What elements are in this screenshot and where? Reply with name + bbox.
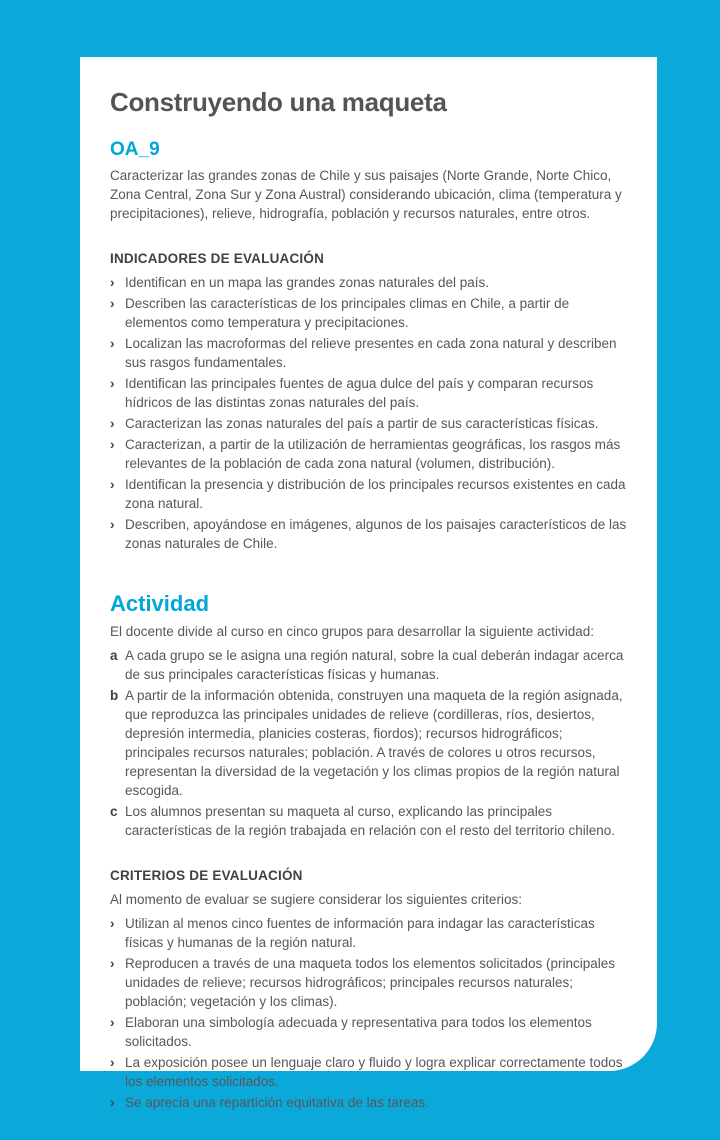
chevron-bullet-icon: › [110, 296, 115, 311]
list-item-text: Identifican las principales fuentes de agua dulce del país y comparan recursos hídricos de las distintas zonas naturales del país. [125, 376, 594, 410]
list-item-text: La exposición posee un lenguaje claro y fluido y logra explicar correctamente todos los elementos solicitados. [125, 1055, 623, 1089]
list-item [110, 334, 629, 372]
oa-description: Caracterizar las grandes zonas de Chile y sus paisajes (Norte Grande, Norte Chico, Zona Central, Zona Sur y Zona Austral) considerando ubicación, clima (temperatura y precipitaciones), relieve, hidrografía, población y recursos naturales, entre otros. [110, 168, 622, 221]
list-item-text: Caracterizan, a partir de la utilización de herramientas geográficas, los rasgos más relevantes de la población de cada zona natural (volumen, distribución). [125, 437, 621, 471]
list-item [110, 686, 629, 800]
list-item-text: A cada grupo se le asigna una región natural, sobre la cual deberán indagar acerca de sus principales características físicas y humanas. [125, 648, 624, 682]
actividad-list [110, 646, 629, 840]
chevron-bullet-icon: › [110, 916, 115, 931]
list-item [110, 646, 629, 684]
letter-marker: a [110, 648, 118, 663]
chevron-bullet-icon: › [110, 1015, 115, 1030]
list-item [110, 273, 629, 292]
criterios-list [110, 914, 629, 1112]
chevron-bullet-icon: › [110, 477, 115, 492]
letter-marker: c [110, 804, 118, 819]
chevron-bullet-icon: › [110, 1095, 115, 1110]
actividad-heading: Actividad [110, 591, 210, 616]
list-item-text: Caracterizan las zonas naturales del país a partir de sus características físicas. [125, 416, 599, 431]
actividad-intro: El docente divide al curso en cinco grupos para desarrollar la siguiente actividad: [110, 624, 595, 639]
list-item [110, 802, 629, 840]
list-item-text: A partir de la información obtenida, construyen una maqueta de la región asignada, que reproduzca las principales unidades de relieve (cordilleras, ríos, desiertos, depresión intermedia, planicies costeras, fiordos); recursos hidrográficos; principales recursos naturales; población. A través de colores u otros recursos, representan la diversidad de la vegetación y los climas propios de la región natural escogida. [125, 688, 623, 798]
chevron-bullet-icon: › [110, 517, 115, 532]
list-item [110, 1093, 629, 1112]
list-item [110, 374, 629, 412]
chevron-bullet-icon: › [110, 956, 115, 971]
list-item [110, 914, 629, 952]
chevron-bullet-icon: › [110, 275, 115, 290]
list-item-text: Identifican en un mapa las grandes zonas naturales del país. [125, 275, 489, 290]
list-item-text: Se aprecia una repartición equitativa de las tareas. [125, 1095, 429, 1110]
indicadores-list [110, 273, 629, 553]
chevron-bullet-icon: › [110, 1055, 115, 1070]
list-item-text: Localizan las macroformas del relieve presentes en cada zona natural y describen sus rasgos fundamentales. [125, 336, 617, 370]
list-item-text: Describen, apoyándose en imágenes, algunos de los paisajes característicos de las zonas naturales de Chile. [125, 517, 627, 551]
chevron-bullet-icon: › [110, 376, 115, 391]
list-item [110, 1053, 629, 1091]
oa-heading: OA_9 [110, 139, 160, 160]
chevron-bullet-icon: › [110, 437, 115, 452]
list-item-text: Describen las características de los principales climas en Chile, a partir de elementos como temperatura y precipitaciones. [125, 296, 570, 330]
list-item [110, 294, 629, 332]
criterios-intro: Al momento de evaluar se sugiere considerar los siguientes criterios: [110, 892, 522, 907]
list-item [110, 1013, 629, 1051]
letter-marker: b [110, 688, 119, 703]
list-item-text: Elaboran una simbología adecuada y representativa para todos los elementos solicitados. [125, 1015, 592, 1049]
page-title: Construyendo una maqueta [110, 87, 447, 117]
list-item-text: Utilizan al menos cinco fuentes de información para indagar las características físicas y humanas de la región natural. [125, 916, 595, 950]
list-item-text: Reproducen a través de una maqueta todos los elementos solicitados (principales unidades de relieve; recursos hidrográficos; principales recursos naturales; población; vegetación y los climas). [125, 956, 616, 1009]
criterios-heading: CRITERIOS DE EVALUACIÓN [110, 868, 303, 883]
chevron-bullet-icon: › [110, 416, 115, 431]
list-item-text: Identifican la presencia y distribución de los principales recursos existentes en cada zona natural. [125, 477, 626, 511]
list-item [110, 515, 629, 553]
chevron-bullet-icon: › [110, 336, 115, 351]
list-item [110, 954, 629, 1011]
list-item [110, 475, 629, 513]
indicadores-heading: INDICADORES DE EVALUACIÓN [110, 251, 325, 266]
list-item-text: Los alumnos presentan su maqueta al curso, explicando las principales características de la región trabajada en relación con el resto del territorio chileno. [125, 804, 616, 838]
list-item [110, 414, 629, 433]
list-item [110, 435, 629, 473]
worksheet-card [80, 57, 657, 1110]
